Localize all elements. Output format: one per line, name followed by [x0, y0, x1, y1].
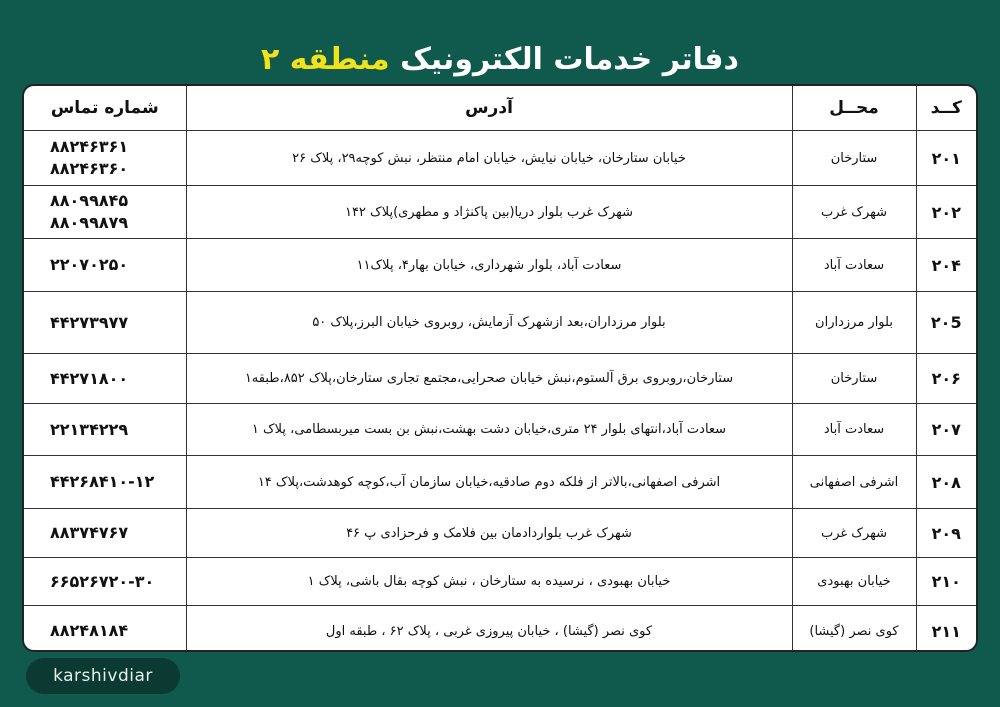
table-row: [24, 239, 976, 292]
phone-number: ۴۴۲۶۸۴۱۰-۱۲: [50, 472, 155, 491]
title-highlight: منطقه ۲: [261, 42, 390, 77]
cell-phone: [24, 509, 186, 558]
cell-code: ۲۰۱: [916, 131, 976, 186]
phone-number: ۴۴۲۷۳۹۷۷: [50, 312, 129, 332]
phone-number-secondary: ۸۸۰۹۹۸۷۹: [50, 213, 129, 232]
table-header-row: [24, 86, 976, 131]
cell-location: ستارخان: [792, 354, 916, 404]
cell-address: بلوار مرزداران،بعد ازشهرک آزمایش، روبروی خیابان البرز،پلاک ۵۰: [186, 292, 792, 354]
cell-code: ۲۰۷: [916, 404, 976, 456]
table-row: [24, 404, 976, 456]
cell-location: شهرک غرب: [792, 509, 916, 558]
table-body: [24, 131, 976, 653]
cell-code: ۲۰۹: [916, 509, 976, 558]
cell-phone: [24, 558, 186, 606]
cell-location: سعادت آباد: [792, 239, 916, 292]
cell-phone: [24, 354, 186, 404]
cell-address: خیابان بهبودی ، نرسیده به ستارخان ، نبش کوچه بقال باشی، پلاک ۱: [186, 558, 792, 606]
table-row: [24, 354, 976, 404]
cell-address: کوی نصر (گیشا) ، خیابان پیروزی غربی ، پلاک ۶۲ ، طبقه اول: [186, 606, 792, 653]
cell-phone: [24, 186, 186, 239]
offices-table: [24, 86, 976, 652]
header-phone: شماره تماس: [24, 86, 186, 131]
phone-number: ۸۸۳۷۴۷۶۷: [50, 523, 129, 542]
cell-code: ۲۰۸: [916, 456, 976, 509]
phone-number: ۸۸۲۴۶۳۶۱: [50, 137, 129, 156]
table-row: [24, 509, 976, 558]
table-row: [24, 292, 976, 354]
cell-code: ۲۰۲: [916, 186, 976, 239]
phone-number: ۸۸۰۹۹۸۴۵: [50, 191, 129, 210]
phone-number-secondary: ۸۸۲۴۶۳۶۰: [50, 159, 129, 178]
cell-phone: [24, 239, 186, 292]
cell-code: ۲۱۰: [916, 558, 976, 606]
phone-number: ۴۴۲۷۱۸۰۰: [50, 368, 129, 388]
table-row: [24, 606, 976, 653]
cell-address: سعادت آباد،انتهای بلوار ۲۴ متری،خیابان دشت بهشت،نبش بن بست میربسطامی، پلاک ۱: [186, 404, 792, 456]
phone-number: ۶۶۵۲۶۷۲۰-۳۰: [50, 571, 155, 591]
cell-location: کوی نصر (گیشا): [792, 606, 916, 653]
header-code: کــد: [916, 86, 976, 131]
cell-address: ستارخان،روبروی برق آلستوم،نبش خیابان صحرایی،مجتمع تجاری ستارخان،پلاک ۸۵۲،طبقه۱: [186, 354, 792, 404]
page-title: [0, 38, 1000, 82]
header-location: محــل: [792, 86, 916, 131]
phone-number: ۲۲۰۷۰۲۵۰: [50, 255, 129, 274]
offices-table-container: [22, 84, 978, 652]
cell-address: سعادت آباد، بلوار شهرداری، خیابان بهار۴، پلاک۱۱: [186, 239, 792, 292]
cell-location: خیابان بهبودی: [792, 558, 916, 606]
cell-code: ۲۰5: [916, 292, 976, 354]
cell-address: خیابان ستارخان، خیابان نیایش، خیابان امام منتظر، نبش کوچه۲۹، پلاک ۲۶: [186, 131, 792, 186]
cell-address: شهرک غرب بلواردادمان بین فلامک و فرحزادی پ ۴۶: [186, 509, 792, 558]
brand-badge: karshivdiar: [26, 658, 180, 694]
table-row: [24, 456, 976, 509]
cell-location: سعادت آباد: [792, 404, 916, 456]
cell-phone: [24, 404, 186, 456]
table-row: [24, 186, 976, 239]
cell-code: ۲۰۴: [916, 239, 976, 292]
cell-phone: [24, 456, 186, 509]
cell-phone: [24, 131, 186, 186]
cell-location: ستارخان: [792, 131, 916, 186]
cell-address: شهرک غرب بلوار دریا(بین پاکنژاد و مطهری)پلاک ۱۴۲: [186, 186, 792, 239]
cell-code: ۲۰۶: [916, 354, 976, 404]
table-row: [24, 558, 976, 606]
table-row: [24, 131, 976, 186]
cell-address: اشرفی اصفهانی،بالاتر از فلکه دوم صادقیه،خیابان سازمان آب،کوچه کوهدشت،پلاک ۱۴: [186, 456, 792, 509]
header-address: آدرس: [186, 86, 792, 131]
cell-phone: [24, 292, 186, 354]
title-main: دفاتر خدمات الکترونیک: [400, 42, 739, 77]
cell-phone: [24, 606, 186, 653]
phone-number: ۲۲۱۳۴۲۲۹: [50, 419, 129, 439]
phone-number: ۸۸۲۴۸۱۸۴: [50, 621, 129, 641]
cell-code: ۲۱۱: [916, 606, 976, 653]
cell-location: شهرک غرب: [792, 186, 916, 239]
cell-location: بلوار مرزداران: [792, 292, 916, 354]
cell-location: اشرفی اصفهانی: [792, 456, 916, 509]
